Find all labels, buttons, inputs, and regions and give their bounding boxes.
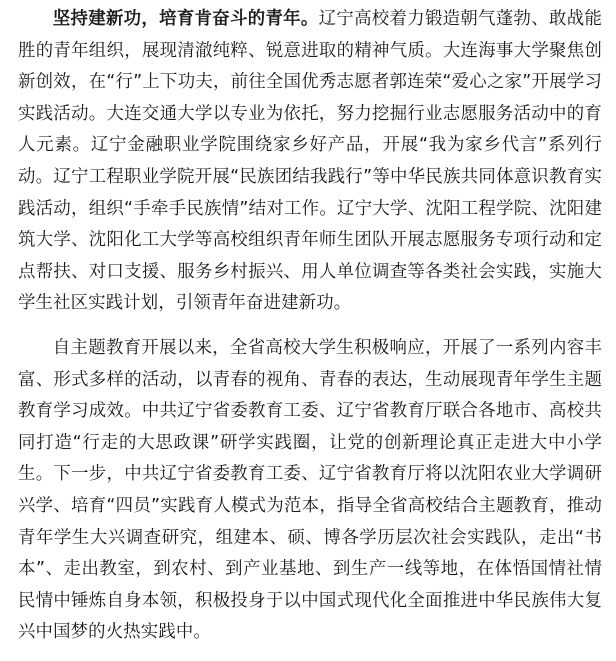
paragraph-2-body: 自主题教育开展以来，全省高校大学生积极响应，开展了一系列内容丰富、形式多样的活动，以青春的视角、青春的表达，生动展现青年学生主题教育学习成效。中共辽宁省委教育工委、辽宁省教育厅联合各地市、高校共同打造“行走的大思政课”研学实践圈，让党的创新理论真正走进大中小学生。下一步，中共辽宁省委教育工委、辽宁省教育厅将以沈阳农业大学调研兴学、培育“四员”实践育人模式为范本，指导全省高校结合主题教育，推动青年学生大兴调查研究，组建本、硕、博各学历层次社会实践队，走出“书本”、走出教室，到农村、到产业基地、到生产一线等地，在体悟国情社情民情中锤炼自身本领，积极投身于以中国式现代化全面推进中华民族伟大复兴中国梦的火热实践中。: [18, 337, 602, 643]
paragraph-1: [18, 4, 602, 320]
paragraph-2: [18, 333, 602, 649]
paragraph-1-body: 辽宁高校着力锻造朝气蓬勃、敢战能胜的青年组织，展现清澈纯粹、锐意进取的精神气质。大连海事大学聚焦创新创效，在“行”上下功夫，前往全国优秀志愿者郭连荣“爱心之家”开展学习实践活动。大连交通大学以专业为依托，努力挖掘行业志愿服务活动中的育人元素。辽宁金融职业学院围绕家乡好产品，开展“我为家乡代言”系列行动。辽宁工程职业学院开展“民族团结我践行”等中华民族共同体意识教育实践活动，组织“手牵手民族情”结对工作。辽宁大学、沈阳工程学院、沈阳建筑大学、沈阳化工大学等高校组织青年师生团队开展志愿服务专项行动和定点帮扶、对口支援、服务乡村振兴、用人单位调查等各类社会实践，实施大学生社区实践计划，引领青年奋进建新功。: [18, 9, 602, 314]
paragraph-1-lead: 坚持建新功，培育肯奋斗的青年。: [52, 9, 319, 29]
